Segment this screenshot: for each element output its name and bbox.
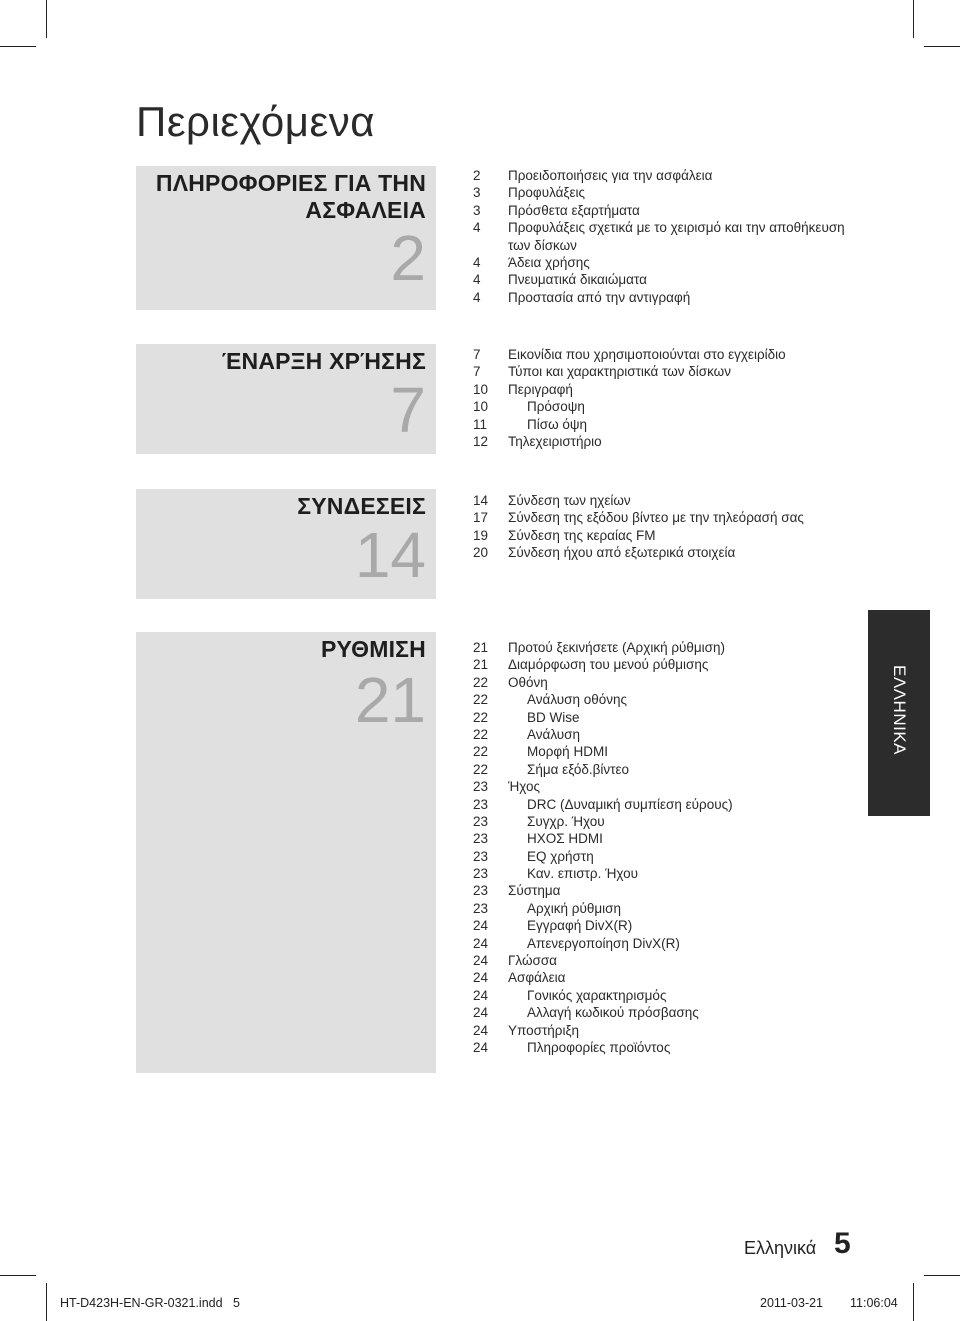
toc-entry-text: Συγχρ. Ήχου xyxy=(527,813,605,829)
toc-section-connections xyxy=(136,489,936,599)
toc-entry-page: 2 xyxy=(473,168,481,183)
language-tab-label: ΕΛΛΗΝΙΚΑ xyxy=(890,664,909,756)
toc-entry-page: 24 xyxy=(473,987,489,1003)
toc-entry-page: 24 xyxy=(473,953,489,969)
toc-entry-page: 4 xyxy=(473,254,481,270)
toc-entry-page: 23 xyxy=(473,813,489,829)
toc-entry-text: Σύστημα xyxy=(508,883,561,899)
toc-entry-text: Πίσω όψη xyxy=(527,416,588,432)
toc-entry-page: 7 xyxy=(473,347,481,362)
toc-entry-text: Πνευματικά δικαιώματα xyxy=(508,272,647,288)
language-tab xyxy=(868,610,930,816)
toc-entry-page: 21 xyxy=(473,640,489,655)
toc-entry-page: 24 xyxy=(473,1005,489,1021)
toc-entry-page: 23 xyxy=(473,831,489,847)
toc-entry-page: 22 xyxy=(473,692,489,708)
toc-entry-text: Εγγραφή DivX(R) xyxy=(527,918,633,934)
toc-entry-text: Διαμόρφωση του μενού ρύθμισης xyxy=(508,657,709,673)
toc-entry-text: Τηλεχειριστήριο xyxy=(508,433,602,449)
crop-mark xyxy=(46,1283,47,1321)
section-title-line: ΡΥΘΜΙΣΗ xyxy=(320,636,426,662)
toc-entry-text: DRC (Δυναμική συμπίεση εύρους) xyxy=(527,796,733,812)
section-title-line: ΑΣΦΑΛΕΙΑ xyxy=(305,197,426,223)
toc-entry-text: Άδεια χρήσης xyxy=(508,254,590,270)
toc-entry-page: 22 xyxy=(473,674,489,690)
toc-entry-text: Προειδοποιήσεις για την ασφάλεια xyxy=(508,168,713,183)
toc-entry-text: Τύποι και χαρακτηριστικά των δίσκων xyxy=(508,364,731,380)
toc-entry-text: Γονικός χαρακτηρισμός xyxy=(527,987,667,1003)
toc-entry-text: Ασφάλεια xyxy=(508,970,566,986)
toc-entry-text: Προφυλάξεις σχετικά με το χειρισμό και την αποθήκευση των δίσκων xyxy=(508,220,845,253)
crop-mark xyxy=(924,46,960,47)
toc-entry-text: Προφυλάξεις xyxy=(508,185,585,201)
section-header-box xyxy=(136,632,436,1073)
section-header-box xyxy=(136,166,436,310)
toc-entry-page: 23 xyxy=(473,900,489,916)
section-title xyxy=(321,636,426,663)
toc-entry-page: 10 xyxy=(473,399,489,415)
footer-page-number: 5 xyxy=(834,1227,851,1260)
toc-entry-text: Καν. επιστρ. Ήχου xyxy=(527,866,638,882)
crop-mark xyxy=(46,0,47,38)
toc-section-safety xyxy=(136,166,936,310)
toc-entry-page: 22 xyxy=(473,726,489,742)
toc-entry-page: 22 xyxy=(473,709,489,725)
toc-entry-page: 3 xyxy=(473,202,481,218)
toc-section-setup xyxy=(136,632,936,1073)
toc-entry-page: 3 xyxy=(473,185,481,201)
section-title xyxy=(297,493,426,520)
toc-entry-page: 24 xyxy=(473,935,489,951)
footer-language: Ελληνικά xyxy=(744,1238,817,1258)
toc-entry-page: 22 xyxy=(473,744,489,760)
section-title xyxy=(156,170,426,224)
toc-entry-text: Ανάλυση xyxy=(527,726,580,742)
crop-mark xyxy=(0,1275,36,1276)
toc-entry-text: Αρχική ρύθμιση xyxy=(527,900,621,916)
crop-mark xyxy=(924,1275,960,1276)
section-title-line: ΈΝΑΡΞΗ ΧΡΉΣΗΣ xyxy=(221,348,426,374)
toc-entry-page: 23 xyxy=(473,866,489,882)
toc-entry-page: 10 xyxy=(473,381,489,397)
section-title-line: ΠΛΗΡΟΦΟΡΙΕΣ ΓΙΑ ΤΗΝ xyxy=(155,170,426,196)
section-number: 2 xyxy=(390,222,426,294)
toc-entry-text: Υποστήριξη xyxy=(508,1022,580,1038)
crop-mark xyxy=(913,1283,914,1321)
toc-entry-page: 23 xyxy=(473,779,489,795)
section-number: 21 xyxy=(354,664,426,736)
toc-entry-page: 4 xyxy=(473,272,481,288)
toc-entry-text: BD Wise xyxy=(527,709,580,725)
section-title-line: ΣΥΝΔΕΣΕΙΣ xyxy=(297,493,426,519)
toc-entry-text: Ήχος xyxy=(508,779,541,795)
toc-entry-page: 12 xyxy=(473,433,489,449)
slug-time: 11:06:04 xyxy=(850,1296,898,1310)
toc-entry-text: Σύνδεση της εξόδου βίντεο με την τηλεόρασή σας xyxy=(508,510,804,526)
toc-section-getting-started xyxy=(136,344,936,454)
toc-entry-page: 21 xyxy=(473,657,489,673)
toc-entry-text: Προστασία από την αντιγραφή xyxy=(508,289,691,305)
toc-entry-text: Σήμα εξόδ.βίντεο xyxy=(527,761,630,777)
crop-mark xyxy=(913,0,914,38)
toc-entry-text: Οθόνη xyxy=(508,674,548,690)
toc-entry-text: ΗΧΟΣ HDMI xyxy=(527,831,603,847)
toc-entry-text: EQ χρήστη xyxy=(527,848,594,864)
toc-entry-text: Εικονίδια που χρησιμοποιούνται στο εγχειρίδιο xyxy=(508,347,786,362)
toc-entry-page: 19 xyxy=(473,527,489,543)
crop-mark xyxy=(0,46,36,47)
toc-entry-text: Αλλαγή κωδικού πρόσβασης xyxy=(527,1005,699,1021)
toc-entry-text: Σύνδεση της κεραίας FM xyxy=(508,527,656,543)
toc-entry-page: 4 xyxy=(473,220,481,236)
toc-entry-page: 23 xyxy=(473,796,489,812)
toc-entry-text: Μορφή HDMI xyxy=(527,744,608,760)
slug-date: 2011-03-21 xyxy=(760,1296,824,1310)
toc-entry-text: Πληροφορίες προϊόντος xyxy=(527,1039,671,1055)
toc-entry-page: 24 xyxy=(473,970,489,986)
page-title: Περιεχόμενα xyxy=(136,98,375,145)
toc-entry-text: Πρόσθετα εξαρτήματα xyxy=(508,202,640,218)
section-title xyxy=(222,348,426,375)
toc-entry-page: 17 xyxy=(473,510,489,526)
section-header-box xyxy=(136,344,436,454)
toc-entry-page: 11 xyxy=(473,416,488,432)
toc-entry-text: Προτού ξεκινήσετε (Αρχική ρύθμιση) xyxy=(508,640,726,655)
toc-entry-text: Περιγραφή xyxy=(508,381,573,397)
section-number: 14 xyxy=(354,519,426,591)
toc-entry-page: 20 xyxy=(473,545,489,561)
section-number: 7 xyxy=(390,374,426,446)
toc-entry-page: 23 xyxy=(473,848,489,864)
toc-entry-text: Πρόσοψη xyxy=(527,399,585,415)
toc-entry-text: Ανάλυση οθόνης xyxy=(527,692,628,708)
toc-entry-page: 24 xyxy=(473,1022,489,1038)
toc-entry-page: 23 xyxy=(473,883,489,899)
toc-entry-page: 24 xyxy=(473,918,489,934)
toc-entry-text: Σύνδεση ήχου από εξωτερικά στοιχεία xyxy=(508,545,736,561)
toc-entry-page: 24 xyxy=(473,1039,489,1055)
section-header-box xyxy=(136,489,436,599)
toc-entry-page: 14 xyxy=(473,493,489,508)
toc-entry-page: 4 xyxy=(473,289,481,305)
slug-filename: HT-D423H-EN-GR-0321.indd 5 xyxy=(60,1296,240,1310)
toc-entry-page: 7 xyxy=(473,364,481,380)
toc-entry-text: Σύνδεση των ηχείων xyxy=(508,493,631,508)
toc-entry-text: Απενεργοποίηση DivX(R) xyxy=(527,935,680,951)
toc-entry-page: 22 xyxy=(473,761,489,777)
toc-entry-text: Γλώσσα xyxy=(508,953,557,969)
